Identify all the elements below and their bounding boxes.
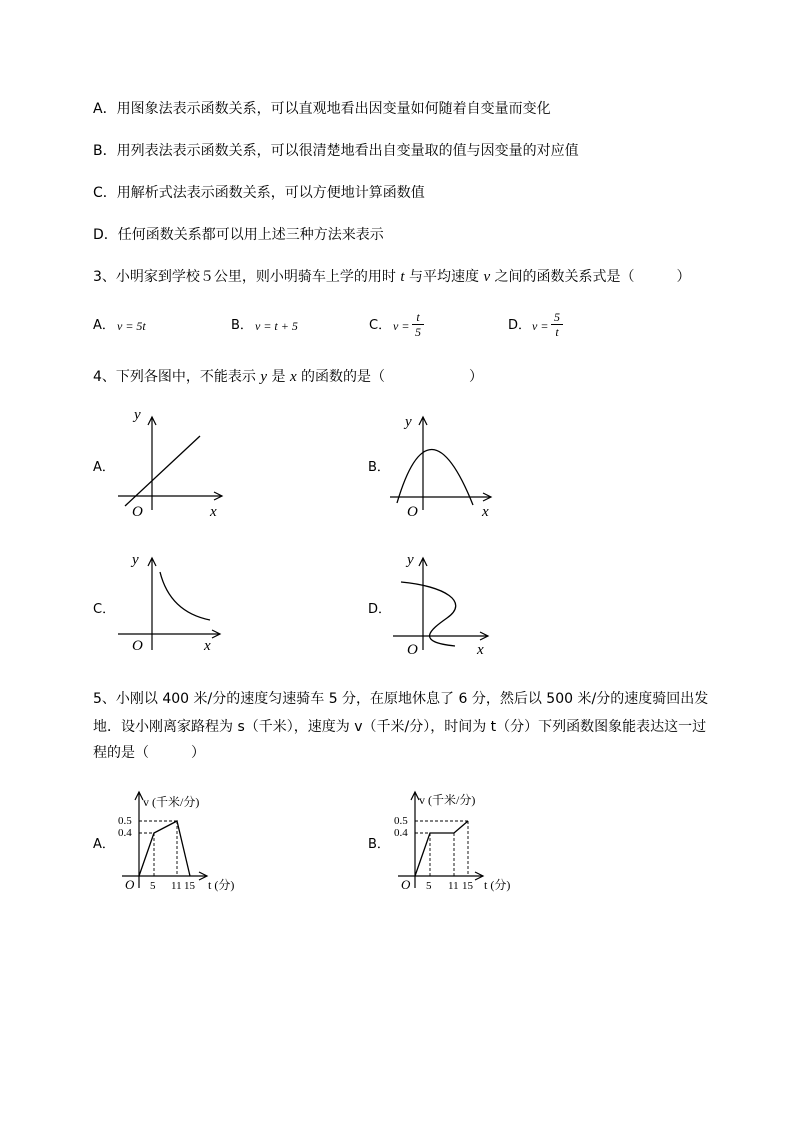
y-axis-label: y xyxy=(407,552,414,568)
q5-graph-a-label: A． xyxy=(93,837,115,852)
x-axis-label: x xyxy=(210,504,217,520)
x-axis-title: t (分) xyxy=(208,878,235,892)
hyperbola-curve xyxy=(160,572,210,620)
q4-graph-a xyxy=(110,405,230,520)
graph-polyline xyxy=(139,821,190,876)
q3-option-c-denominator: 5 xyxy=(415,325,421,339)
option-c-text: C．用解析式法表示函数关系，可以方便地计算函数值 xyxy=(93,185,425,201)
q3-option-d-lhs: v = xyxy=(532,319,549,333)
x-axis-title: t (分) xyxy=(484,878,511,892)
q4-graph-b xyxy=(385,405,500,520)
origin-label: O xyxy=(407,504,418,520)
q3-var-t: t xyxy=(400,269,405,285)
q3-option-d-label: D． xyxy=(508,318,532,333)
tick-11: 11 xyxy=(448,880,459,892)
tick-0-5: 0.5 xyxy=(118,815,132,827)
tick-15: 15 xyxy=(462,880,473,892)
x-axis-label: x xyxy=(204,638,211,654)
question-4-stem xyxy=(93,367,483,387)
q4-graph-a-label: A． xyxy=(93,460,115,475)
y-axis-label: y xyxy=(134,407,141,423)
q3-text-b: 与平均速度 xyxy=(404,269,484,285)
q3-option-a-formula: v = 5t xyxy=(117,319,146,333)
question-3-stem xyxy=(93,267,691,287)
q5-graph-b xyxy=(388,788,528,898)
q4-graph-c-label: C． xyxy=(93,602,116,617)
origin-label: O xyxy=(125,877,135,892)
graph-polyline xyxy=(415,821,468,876)
y-axis-title: v (千米/分) xyxy=(143,795,200,809)
y-axis-title: v (千米/分) xyxy=(419,793,476,807)
q3-option-b-formula: v = t + 5 xyxy=(255,319,298,333)
q3-option-d-denominator: t xyxy=(555,325,559,339)
q3-text-a: 3、小明家到学校５公里，则小明骑车上学的用时 xyxy=(93,269,401,285)
q4-text-b: 是 xyxy=(267,369,290,385)
q3-option-d-fraction xyxy=(551,311,563,340)
tick-0-5: 0.5 xyxy=(394,815,408,827)
q3-option-c-fraction xyxy=(412,311,424,340)
origin-label: O xyxy=(132,638,143,654)
y-axis-label: y xyxy=(132,552,139,568)
x-axis-label: x xyxy=(477,642,484,658)
q5-graph-b-label: B． xyxy=(368,837,390,852)
q4-graph-b-label: B． xyxy=(368,460,390,475)
tick-0-4: 0.4 xyxy=(118,827,132,839)
origin-label: O xyxy=(401,877,411,892)
tick-5: 5 xyxy=(150,880,156,892)
origin-label: O xyxy=(407,642,418,658)
q4-graph-c xyxy=(110,550,230,660)
q3-option-d-numerator: 5 xyxy=(551,311,563,325)
tick-0-4: 0.4 xyxy=(394,827,408,839)
tick-11: 11 xyxy=(171,880,182,892)
q4-var-x: x xyxy=(289,369,297,385)
y-axis-label: y xyxy=(405,414,412,430)
q4-text-a: 4、下列各图中，不能表示 xyxy=(93,369,261,385)
q3-var-v: v xyxy=(483,269,491,285)
question-5-line-2: 地．设小刚离家路程为 s（千米），速度为 v（千米/分），时间为 t（分）下列函数图象能表达这一过 xyxy=(93,719,707,735)
x-axis-label: x xyxy=(482,504,489,520)
q3-option-a-label: A． xyxy=(93,318,115,333)
tick-5: 5 xyxy=(426,880,432,892)
option-d-text: D．任何函数关系都可以用上述三种方法来表示 xyxy=(93,227,384,243)
option-a-text: A．用图象法表示函数关系，可以直观地看出因变量如何随着自变量而变化 xyxy=(93,101,551,117)
q5-graph-a xyxy=(112,788,252,898)
option-b-text: B．用列表法表示函数关系，可以很清楚地看出自变量取的值与因变量的对应值 xyxy=(93,143,579,159)
q4-text-c: 的函数的是（ ） xyxy=(296,369,484,385)
q3-option-c-lhs: v = xyxy=(393,319,410,333)
question-5-line-1: 5、小刚以 400 米/分的速度匀速骑车 5 分，在原地休息了 6 分，然后以 500 米/分的速度骑回出发 xyxy=(93,691,709,707)
q3-option-c-label: C． xyxy=(369,318,392,333)
q4-graph-d-label: D． xyxy=(368,602,392,617)
q4-graph-d xyxy=(385,550,500,660)
q3-option-c-numerator: t xyxy=(412,311,424,325)
q3-text-c: 之间的函数关系式是（ ） xyxy=(490,269,691,285)
q4-var-y: y xyxy=(260,369,268,385)
q3-option-b-label: B． xyxy=(231,318,253,333)
question-5-line-3: 程的是（ ） xyxy=(93,745,205,761)
tick-15: 15 xyxy=(184,880,195,892)
origin-label: O xyxy=(132,504,143,520)
